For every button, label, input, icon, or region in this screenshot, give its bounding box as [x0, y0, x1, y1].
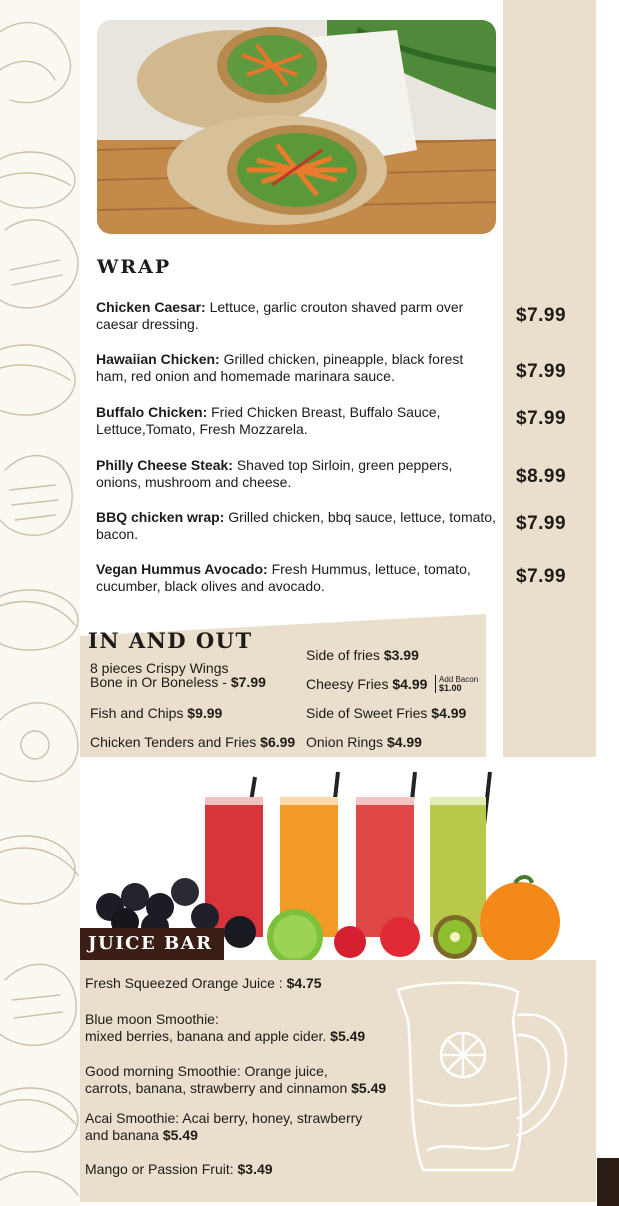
item-price: $5.49 — [162, 1127, 198, 1143]
item-price: $9.99 — [187, 705, 223, 721]
item-price: $5.49 — [351, 1080, 387, 1096]
item-description: Fried Chicken Breast, Buffalo Sauce, Lettuce,Tomato, Fresh Mozzarela. — [96, 404, 441, 437]
io-item-sweet-fries — [306, 706, 466, 720]
item-name: Hawaiian Chicken: — [96, 351, 220, 367]
item-description: Grilled chicken, bbq sauce, lettuce, tomato, bacon. — [96, 509, 496, 542]
wings-line-1: 8 pieces Crispy Wings — [90, 660, 229, 676]
item-name: Vegan Hummus Avocado: — [96, 561, 268, 577]
menu-item-buffalo-chicken — [96, 404, 498, 438]
item-line-2: and banana — [85, 1127, 159, 1143]
io-item-onion-rings — [306, 735, 422, 749]
item-name: Mango or Passion Fruit: — [85, 1161, 234, 1177]
io-item-side-of-fries — [306, 648, 419, 662]
pitcher-sketch — [388, 980, 578, 1185]
price-bbq-chicken-wrap: $7.99 — [516, 513, 567, 534]
wrap-section-title: WRAP — [97, 256, 172, 278]
item-name: Chicken Tenders and Fries — [90, 734, 257, 750]
item-description: Grilled chicken, pineapple, black forest ham, red onion and homemade marinara sauce. — [96, 351, 464, 384]
add-bacon-note — [435, 675, 478, 693]
wrap-photo — [97, 20, 496, 234]
juice-item-mango — [85, 1161, 415, 1178]
bacon-price: $1.00 — [439, 683, 462, 693]
item-price: $5.49 — [330, 1028, 366, 1044]
io-item-cheesy-fries — [306, 677, 427, 691]
in-and-out-title: IN AND OUT — [88, 628, 253, 653]
item-name: Onion Rings — [306, 734, 384, 750]
price-buffalo-chicken: $7.99 — [516, 408, 567, 429]
item-price: $3.99 — [383, 647, 419, 663]
juice-item-acai — [85, 1110, 415, 1144]
item-line-1: Blue moon Smoothie: — [85, 1011, 219, 1027]
juice-bar-title: JUICE BAR — [80, 928, 224, 960]
item-name: Fish and Chips — [90, 705, 184, 721]
wings-price: $7.99 — [230, 674, 266, 690]
item-name: Side of Sweet Fries — [306, 705, 428, 721]
item-name: Cheesy Fries — [306, 676, 389, 692]
item-price: $4.99 — [386, 734, 422, 750]
item-line-2: carrots, banana, strawberry and cinnamon — [85, 1080, 348, 1096]
food-sketch-decoration — [0, 0, 80, 1206]
price-vegan-hummus-avocado: $7.99 — [516, 566, 567, 587]
menu-item-chicken-caesar — [96, 299, 498, 333]
menu-item-philly-cheese-steak — [96, 457, 498, 491]
item-name: Buffalo Chicken: — [96, 404, 208, 420]
wings-line-2: Bone in Or Boneless - — [90, 674, 227, 690]
item-price: $4.99 — [392, 676, 428, 692]
item-name: Philly Cheese Steak: — [96, 457, 233, 473]
item-name: Fresh Squeezed Orange Juice : — [85, 975, 283, 991]
item-line-1: Acai Smoothie: Acai berry, honey, strawberry — [85, 1110, 363, 1126]
item-price: $4.99 — [431, 705, 467, 721]
item-name: BBQ chicken wrap: — [96, 509, 225, 525]
juice-item-blue-moon — [85, 1011, 415, 1045]
item-description: Lettuce, garlic crouton shaved parm over caesar dressing. — [96, 299, 464, 332]
menu-item-vegan-hummus-avocado — [96, 561, 498, 595]
item-price: $3.49 — [237, 1161, 273, 1177]
corner-accent — [597, 1158, 619, 1206]
juice-item-orange — [85, 975, 415, 992]
menu-item-bbq-chicken-wrap — [96, 509, 498, 543]
item-name: Chicken Caesar: — [96, 299, 206, 315]
item-description: Shaved top Sirloin, green peppers, onions, mushroom and cheese. — [96, 457, 453, 490]
item-price: $4.75 — [286, 975, 322, 991]
item-line-2: mixed berries, banana and apple cider. — [85, 1028, 327, 1044]
io-item-wings — [90, 661, 266, 689]
item-price: $6.99 — [260, 734, 296, 750]
item-description: Fresh Hummus, lettuce, tomato, cucumber, black olives and avocado. — [96, 561, 471, 594]
io-item-fish-and-chips — [90, 706, 222, 720]
juice-item-good-morning — [85, 1063, 415, 1097]
bacon-label: Add Bacon — [439, 675, 479, 684]
price-chicken-caesar: $7.99 — [516, 305, 567, 326]
io-item-chicken-tenders — [90, 735, 295, 749]
price-philly-cheese-steak: $8.99 — [516, 466, 567, 487]
item-line-1: Good morning Smoothie: Orange juice, — [85, 1063, 328, 1079]
menu-item-hawaiian-chicken — [96, 351, 498, 385]
price-hawaiian-chicken: $7.99 — [516, 361, 567, 382]
item-name: Side of fries — [306, 647, 380, 663]
